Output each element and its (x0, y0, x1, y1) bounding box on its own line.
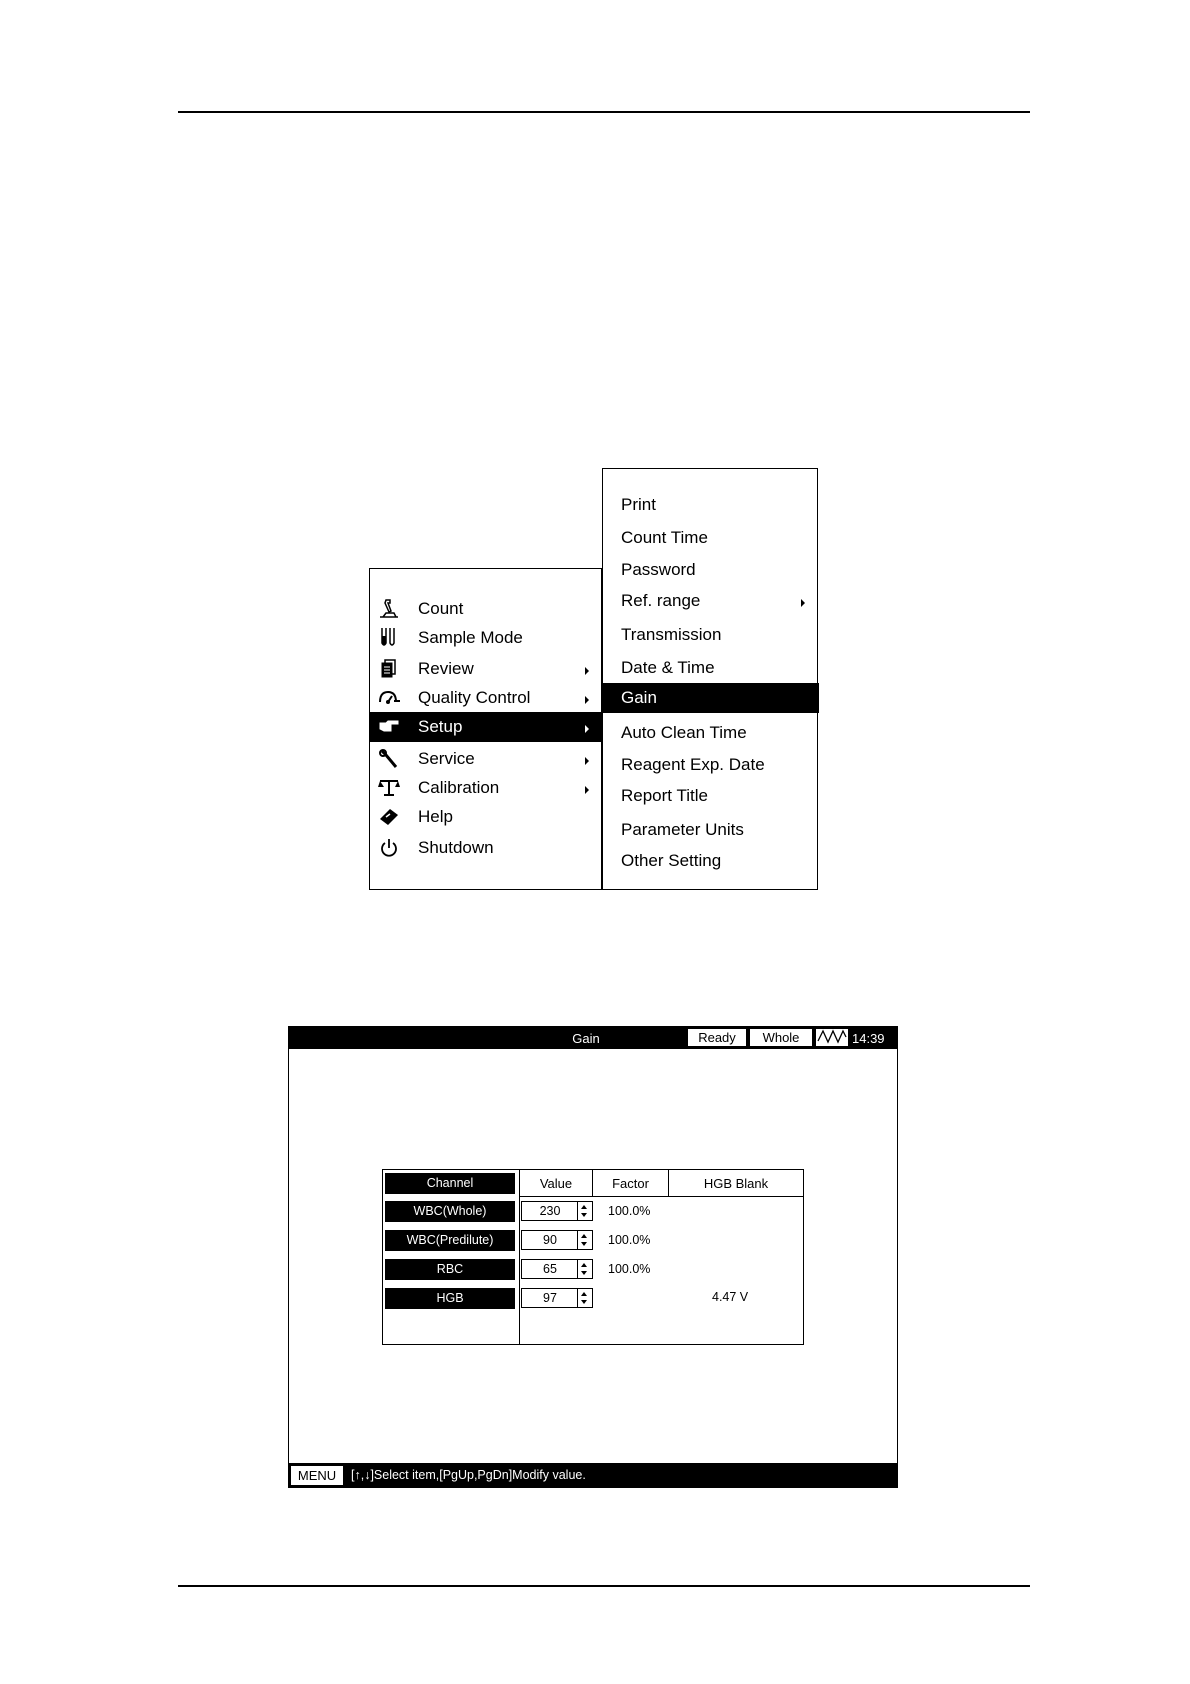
menu-label: Sample Mode (418, 628, 523, 647)
menu-item-count[interactable] (370, 594, 601, 624)
menu-label: Other Setting (621, 851, 722, 870)
menu-label: Print (621, 495, 656, 514)
top-rule (178, 111, 1030, 113)
submenu-item-password[interactable] (603, 555, 817, 585)
menu-label: Auto Clean Time (621, 723, 747, 742)
stepper-arrows-icon[interactable] (577, 1289, 592, 1307)
menu-label: Quality Control (418, 688, 531, 707)
test-tube-icon (378, 628, 400, 648)
stepper-value: 90 (543, 1233, 557, 1247)
menu-label: Transmission (621, 625, 722, 644)
menu-item-shutdown[interactable] (370, 833, 601, 863)
submenu-item-count-time[interactable] (603, 523, 817, 553)
stepper-value: 230 (539, 1204, 561, 1218)
submenu-item-ref-range[interactable] (603, 586, 817, 616)
submenu-item-parameter-units[interactable] (603, 815, 817, 845)
status-bar (289, 1463, 897, 1487)
menu-item-calibration[interactable] (370, 773, 601, 803)
value-stepper-wbc-whole[interactable] (521, 1201, 593, 1221)
menu-label: Ref. range (621, 591, 701, 610)
screen-title: Gain (572, 1031, 600, 1046)
scale-icon (378, 778, 400, 798)
value-stepper-wbc-predilute[interactable] (521, 1230, 593, 1250)
menu-item-review[interactable] (370, 654, 601, 684)
stepper-arrows-icon[interactable] (577, 1202, 592, 1220)
menu-label: Count Time (621, 528, 708, 547)
title-bar (289, 1027, 897, 1049)
menu-item-help[interactable] (370, 802, 601, 832)
pointing-hand-icon (378, 717, 400, 737)
submenu-arrow-icon (585, 696, 589, 704)
channel-label-wbc-predilute: WBC(Predilute) (385, 1230, 515, 1251)
factor-value: 100.0% (608, 1233, 651, 1247)
value-stepper-rbc[interactable] (521, 1259, 593, 1279)
value-stepper-hgb[interactable] (521, 1288, 593, 1308)
stepper-value: 97 (543, 1291, 557, 1305)
status-indicator: Ready (688, 1029, 746, 1046)
bottom-rule (178, 1585, 1030, 1587)
submenu-arrow-icon (585, 725, 589, 733)
microscope-icon (378, 599, 400, 619)
quality-control-icon (378, 688, 400, 708)
menu-label: Gain (621, 688, 657, 707)
menu-label: Reagent Exp. Date (621, 755, 765, 774)
menu-label: Help (418, 807, 453, 826)
submenu-item-report-title[interactable] (603, 781, 817, 811)
help-hint: [↑,↓]Select item,[PgUp,PgDn]Modify value. (351, 1468, 586, 1482)
menu-item-quality-control[interactable] (370, 683, 601, 713)
hgb-blank-value: 4.47 V (712, 1290, 749, 1304)
column-header-hgb-blank: HGB Blank (668, 1170, 803, 1197)
menu-label: Report Title (621, 786, 708, 805)
factor-value: 100.0% (608, 1204, 651, 1218)
stepper-arrows-icon[interactable] (577, 1231, 592, 1249)
waveform-icon (816, 1029, 848, 1046)
menu-label: Setup (418, 717, 463, 736)
submenu-arrow-icon (585, 757, 589, 765)
column-header-factor: Factor (592, 1170, 668, 1197)
menu-item-sample-mode[interactable] (370, 623, 601, 653)
submenu-item-transmission[interactable] (603, 620, 817, 650)
gain-table (382, 1169, 804, 1345)
setup-submenu (602, 468, 818, 890)
column-header-channel: Channel (385, 1173, 515, 1194)
channel-label-rbc: RBC (385, 1259, 515, 1280)
submenu-arrow-icon (585, 667, 589, 675)
power-icon (378, 838, 400, 858)
stepper-arrows-icon[interactable] (577, 1260, 592, 1278)
channel-label-wbc-whole: WBC(Whole) (385, 1201, 515, 1222)
clock: 14:39 (852, 1031, 885, 1046)
main-menu (369, 568, 602, 890)
channel-label-hgb: HGB (385, 1288, 515, 1309)
menu-label: Shutdown (418, 838, 494, 857)
menu-item-service[interactable] (370, 744, 601, 774)
mode-indicator: Whole (750, 1029, 812, 1046)
menu-label: Date & Time (621, 658, 715, 677)
submenu-item-other-setting[interactable] (603, 846, 817, 876)
submenu-item-print[interactable] (603, 490, 817, 520)
menu-label: Count (418, 599, 464, 618)
help-book-icon (378, 807, 400, 827)
menu-label: Service (418, 749, 475, 768)
submenu-item-reagent-exp-date[interactable] (603, 750, 817, 780)
menu-label: Review (418, 659, 474, 678)
documents-icon (378, 659, 400, 679)
menu-label: Password (621, 560, 696, 579)
menu-label: Parameter Units (621, 820, 744, 839)
gain-screen (288, 1026, 898, 1488)
stepper-value: 65 (543, 1262, 557, 1276)
menu-label: Calibration (418, 778, 500, 797)
menu-button[interactable]: MENU (291, 1466, 343, 1485)
menu-item-setup[interactable] (370, 712, 601, 742)
submenu-arrow-icon (801, 599, 805, 607)
factor-value: 100.0% (608, 1262, 651, 1276)
submenu-item-date-time[interactable] (603, 653, 817, 683)
column-header-value: Value (520, 1170, 592, 1197)
submenu-item-gain[interactable] (603, 683, 819, 713)
submenu-item-auto-clean-time[interactable] (603, 718, 817, 748)
wrench-icon (378, 749, 400, 769)
submenu-arrow-icon (585, 786, 589, 794)
